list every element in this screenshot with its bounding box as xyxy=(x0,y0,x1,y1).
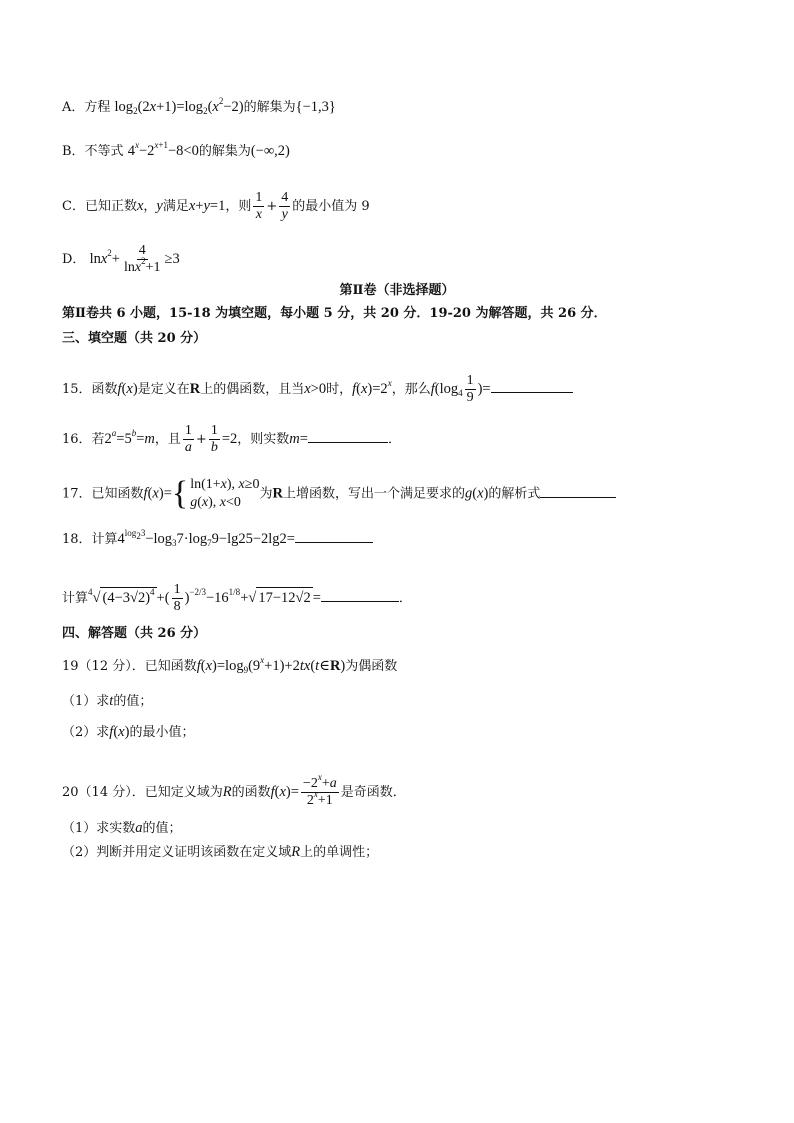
question-15: 15．函数f(x)是定义在R上的偶函数，且当x>0时，$f(x)=2^x$，那么$f(\log_4$ $\frac{1}{9}$ )= xyxy=(62,373,573,406)
q16-answer-blank[interactable] xyxy=(308,428,388,443)
question-19: 19（12 分）．已知函数$f(x)=\log_9(9^x+1)+2tx(t\in R)$为偶函数 xyxy=(62,655,398,675)
part2-title: 第Ⅱ卷（非选择题） xyxy=(339,283,455,298)
section-3-heading: 三、填空题（共 20 分） xyxy=(62,331,207,346)
q15-answer-blank[interactable] xyxy=(491,378,573,393)
question-19-part1: （1）求t的值； xyxy=(62,693,153,709)
option-b: B．不等式 $4^x-2^{x+1}-8<0$的解集为(−∞,2) xyxy=(62,140,290,159)
q18-answer-blank[interactable] xyxy=(295,528,373,543)
question-20-part1: （1）求实数a的值； xyxy=(62,820,182,836)
section-4-heading: 四、解答题（共 26 分） xyxy=(62,626,207,641)
question-19-part2: （2）求f(x)的最小值； xyxy=(62,724,195,740)
question-20: 20（14 分）．已知定义域为R的函数f(x)= $\frac{-2^x+a}{2^x+1}$ 是奇函数． xyxy=(62,772,406,808)
q17-answer-blank[interactable] xyxy=(540,483,616,498)
question-20-part2: （2）判断并用定义证明该函数在定义域R上的单调性； xyxy=(62,844,379,860)
option-b-inequality: $4^x-2^{x+1}-8<0$ xyxy=(127,140,199,159)
option-a: A．方程 $\log_2(2x+1)=\log_2(x^2-2)$的解集为{−1,3} xyxy=(62,96,336,116)
question-16: 16．若$2^a=5^b=m$，且 $\frac{1}{a}$ + $\frac{1}{b}$ =2，则实数m= ． xyxy=(62,423,401,455)
option-d: D． lnx$^2$+ $\frac{4}{\ln x^2+1}$ ≥3 xyxy=(62,243,180,275)
part2-description: 第Ⅱ卷共 6 小题，15-18 为填空题，每小题 5 分，共 20 分．19-20 为解答题，共 26 分． xyxy=(62,306,607,321)
q18b-answer-blank[interactable] xyxy=(321,587,399,602)
question-18: 18．计算$4^{log_23}-\log_37\cdot\log_79-\lg 25-2\lg 2=$ xyxy=(62,528,373,550)
option-c: C．已知正数x，y满足x+y=1，则 $\frac{1}{x}$ + $\frac{4}{y}$ 的最小值为 9 xyxy=(62,190,370,222)
question-18-part2: 计算$^4$√ $(4-3√2)^4$ +( $\frac{1}{8}$ )$^{-2/3}-16^{1/8}+√$ 17−12√2 = ． xyxy=(62,582,412,614)
question-17: 17．已知函数f(x)= { ln(1+x), x≥0 g(x), x<0 为R上增函数，写出一个满足要求的g(x)的解析式 xyxy=(62,476,616,512)
option-a-equation: $\log_2(2x+1)=\log_2(x^2-2)$ xyxy=(114,96,244,116)
